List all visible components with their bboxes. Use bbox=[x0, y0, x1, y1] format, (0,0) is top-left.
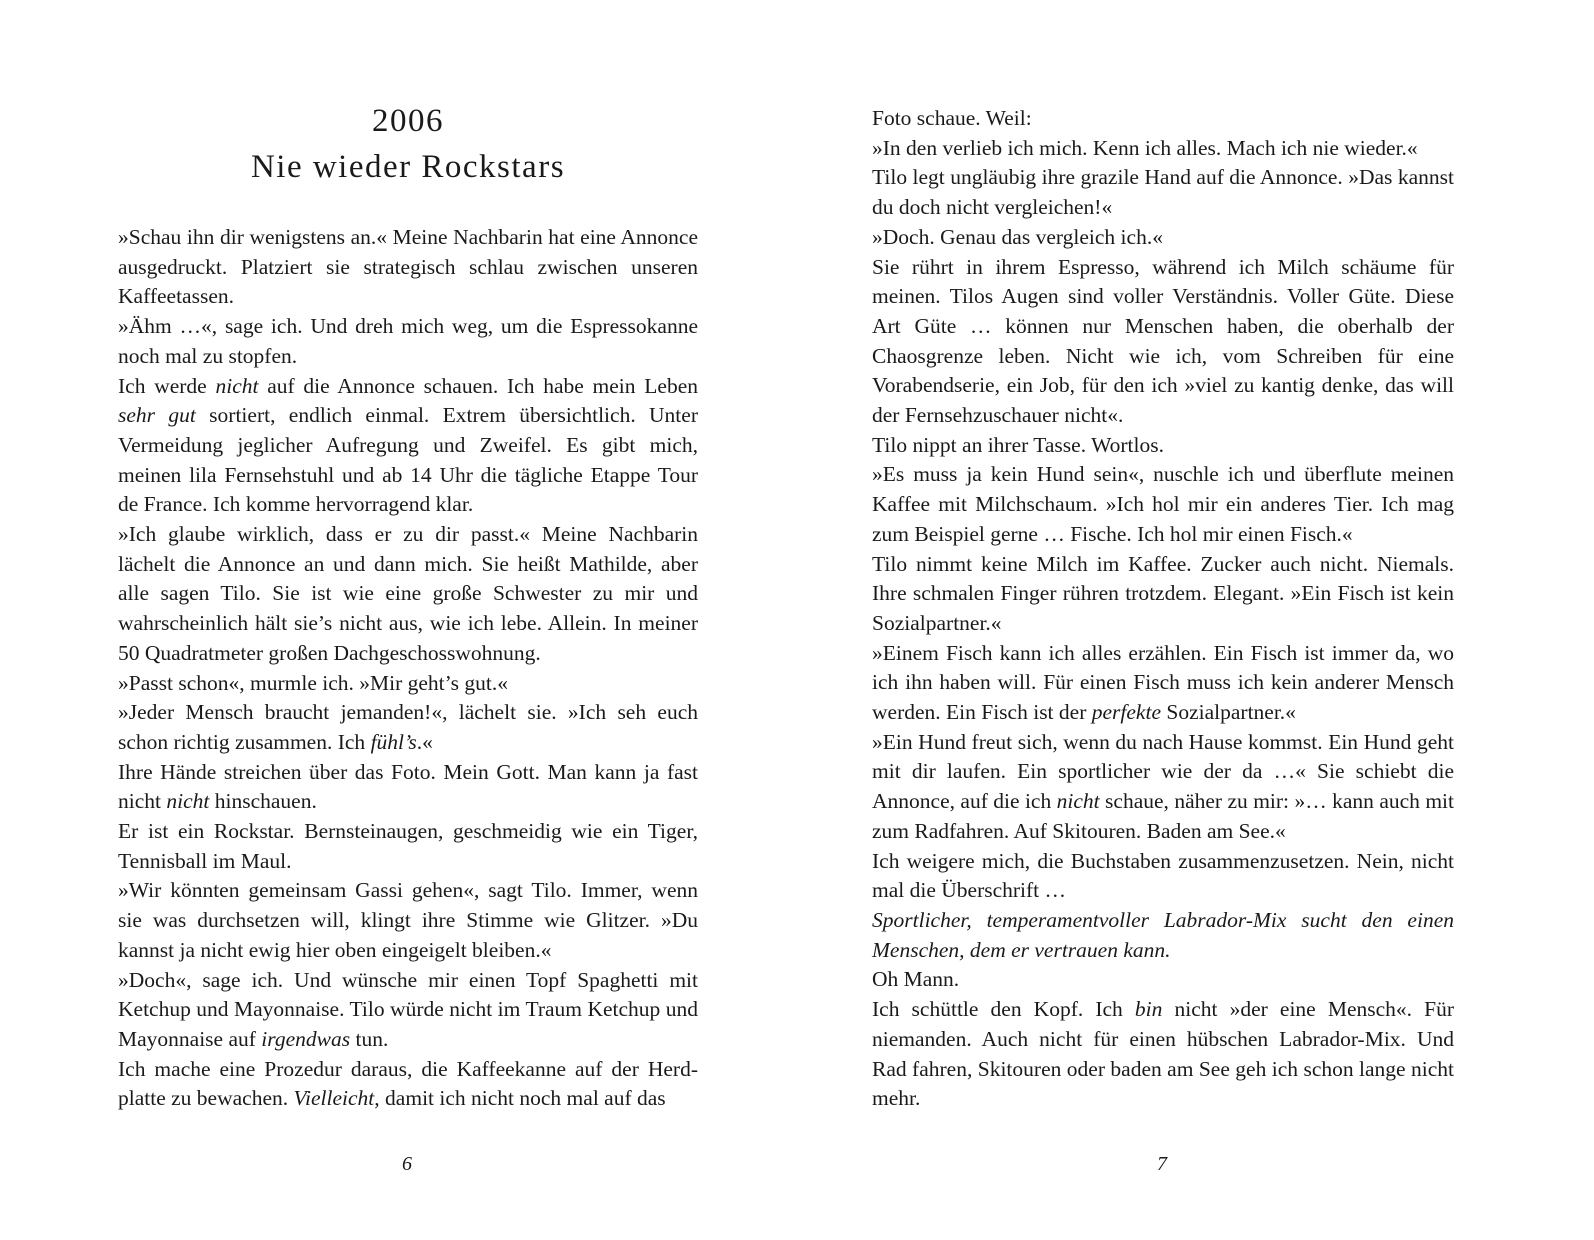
paragraph bbox=[872, 431, 1454, 461]
paragraph bbox=[118, 966, 698, 1055]
text-run: »Doch. Genau das vergleich ich.« bbox=[872, 224, 1163, 249]
text-run: Ihre Hände streichen über das Foto. Mein Gott. Man kann ja fast nicht bbox=[118, 759, 698, 814]
text-run: Ich werde bbox=[118, 373, 216, 398]
italic-run: sehr gut bbox=[118, 403, 196, 428]
italic-run: nicht bbox=[215, 373, 259, 398]
text-run: tun. bbox=[350, 1026, 389, 1051]
paragraph bbox=[118, 876, 698, 965]
italic-run: Sportlicher, temperamentvoller Labrador-Mix sucht den einen Menschen, dem er vertrauen kann. bbox=[872, 907, 1454, 962]
text-run: »Es muss ja kein Hund sein«, nuschle ich und überflute meinen Kaffee mit Milchschaum. »Ich hol mir ein anderes Tier. Ich mag zum Beispiel gerne … Fische. Ich hol mir einen Fisch.« bbox=[872, 462, 1454, 546]
text-run: Oh Mann. bbox=[872, 967, 960, 992]
text-run: Ich mache eine Prozedur daraus, die Kaffeekanne auf der Herdplatte zu bewachen. bbox=[118, 1056, 698, 1111]
italic-run: irgendwas bbox=[261, 1026, 351, 1051]
right-page bbox=[797, 0, 1594, 1240]
paragraph bbox=[118, 698, 698, 757]
page-number-left: 6 bbox=[402, 1153, 412, 1175]
text-run: .« bbox=[416, 729, 433, 754]
paragraph bbox=[872, 550, 1454, 639]
text-run: »Einem Fisch kann ich alles erzählen. Ein Fisch ist immer da, wo ich ihn haben will. Für einen Fisch muss ich kein anderer Mensch werden. Ein Fisch ist der bbox=[872, 640, 1454, 725]
text-run: »In den verlieb ich mich. Kenn ich alles. Mach ich nie wieder.« bbox=[872, 135, 1418, 160]
paragraph bbox=[872, 639, 1454, 728]
text-run: Ich weigere mich, die Buchstaben zusammenzusetzen. Nein, nicht mal die Überschrift … bbox=[872, 848, 1454, 903]
paragraph bbox=[872, 163, 1454, 222]
paragraph bbox=[872, 847, 1454, 906]
text-run: »Ein Hund freut sich, wenn du nach Hause kommst. Ein Hund geht mit dir laufen. Ein sportlicher wie der da …« Sie schiebt die Annonce, auf die ich bbox=[872, 729, 1454, 814]
text-run: Tilo nimmt keine Milch im Kaffee. Zucker auch nicht. Niemals. Ihre schmalen Finger rühren trotzdem. Elegant. »Ein Fisch ist kein Sozialpartner.« bbox=[872, 551, 1454, 635]
text-run: Foto schaue. Weil: bbox=[872, 106, 1032, 130]
text-run: sortiert, endlich einmal. Extrem übersichtlich. Unter Vermeidung jeglicher Aufregung und Zweifel. Es gibt mich, meinen lila Fernsehstuhl und ab 14 Uhr die tägliche Etappe Tour de France. Ich komme hervorragend klar. bbox=[118, 403, 698, 517]
left-page-body bbox=[118, 223, 698, 1114]
text-run: nicht »der eine Mensch«. Für niemanden. Auch nicht für einen hübschen Labrador-Mix. Und Rad fahren, Skitouren oder baden am See geh ich schon lange nicht mehr. bbox=[872, 997, 1454, 1111]
text-run: »Jeder Mensch braucht jemanden!«, lächelt sie. »Ich seh euch schon richtig zusammen. Ich bbox=[118, 700, 698, 754]
text-run: »Ähm …«, sage ich. Und dreh mich weg, um die Espressokanne noch mal zu stopfen. bbox=[118, 314, 698, 368]
paragraph bbox=[872, 460, 1454, 549]
paragraph bbox=[872, 728, 1454, 847]
paragraph bbox=[118, 1055, 698, 1114]
chapter-title: Nie wieder Rockstars bbox=[250, 149, 566, 185]
paragraph bbox=[118, 520, 698, 669]
italic-run: fühl’s bbox=[370, 729, 417, 754]
paragraph bbox=[872, 223, 1454, 253]
text-run: Er ist ein Rockstar. Bernsteinaugen, geschmeidig wie ein Tiger, Tennisball im Maul. bbox=[118, 819, 698, 873]
text-run: »Passt schon«, murmle ich. »Mir geht’s gut.« bbox=[118, 670, 508, 695]
text-run: »Doch«, sage ich. Und wünsche mir einen Topf Spaghetti mit Ketchup und Mayonnaise. Tilo würde nicht im Traum Ketchup und Mayonnaise auf bbox=[118, 967, 698, 1051]
text-run: »Wir könnten gemeinsam Gassi gehen«, sagt Tilo. Immer, wenn sie was durchsetzen will, klingt ihre Stimme wie Glitzer. »Du kannst ja nicht ewig hier oben eingeigelt bleiben.« bbox=[118, 878, 698, 962]
paragraph bbox=[118, 758, 698, 817]
italic-run: nicht bbox=[1056, 789, 1100, 814]
text-run: schaue, näher zu mir: »… kann auch mit zum Radfahren. Auf Skitouren. Baden am See.« bbox=[872, 789, 1454, 843]
italic-run: bin bbox=[1134, 997, 1163, 1022]
text-run: hinschauen. bbox=[209, 789, 317, 814]
text-run: Tilo nippt an ihrer Tasse. Wortlos. bbox=[872, 432, 1164, 457]
italic-run: Vielleicht bbox=[293, 1086, 375, 1111]
paragraph bbox=[872, 253, 1454, 431]
paragraph bbox=[872, 134, 1454, 164]
text-run: auf die Annonce schauen. Ich habe mein Leben bbox=[258, 373, 698, 398]
page-number-right: 7 bbox=[1157, 1153, 1167, 1175]
paragraph bbox=[118, 669, 698, 699]
chapter-year: 2006 bbox=[372, 103, 444, 139]
text-run: »Ich glaube wirklich, dass er zu dir passt.« Meine Nachbarin lächelt die Annonce an und dann mich. Sie heißt Mathilde, aber alle sagen Tilo. Sie ist wie eine große Schwester zu mir und wahrscheinlich hält sie’s nicht aus, wie ich lebe. Allein. In meiner 50 Quadratmeter großen Dachgeschosswohnung. bbox=[118, 522, 698, 665]
right-page-body bbox=[872, 104, 1454, 1114]
paragraph bbox=[872, 104, 1454, 134]
text-run: Ich schüttle den Kopf. Ich bbox=[872, 997, 1135, 1022]
paragraph bbox=[872, 965, 1454, 995]
paragraph bbox=[118, 817, 698, 876]
paragraph bbox=[872, 906, 1454, 965]
paragraph bbox=[118, 312, 698, 371]
text-run: Sie rührt in ihrem Espresso, während ich Milch schäume für meinen. Tilos Augen sind voller Verständnis. Voller Güte. Diese Art Güte … können nur Menschen haben, die oberhalb der Chaosgrenze leben. Nicht wie ich, vom Schreiben für eine Vorabendserie, ein Job, für den ich »viel zu kantig denke, das will der Fernsehzuschauer nicht«. bbox=[872, 254, 1454, 428]
paragraph bbox=[118, 372, 698, 521]
italic-run: perfekte bbox=[1091, 700, 1161, 725]
paragraph bbox=[872, 995, 1454, 1114]
text-run: Tilo legt ungläubig ihre grazile Hand auf die Annonce. »Das kannst du doch nicht vergleichen!« bbox=[872, 165, 1454, 220]
text-run: , damit ich nicht noch mal auf das bbox=[374, 1086, 666, 1111]
paragraph bbox=[118, 223, 698, 312]
italic-run: nicht bbox=[166, 789, 210, 814]
text-run: Sozialpartner.« bbox=[1161, 700, 1296, 725]
text-run: »Schau ihn dir wenigstens an.« Meine Nachbarin hat eine Annonce ausgedruckt. Platziert sie strategisch schlau zwischen unseren Kaffeetassen. bbox=[118, 225, 698, 309]
